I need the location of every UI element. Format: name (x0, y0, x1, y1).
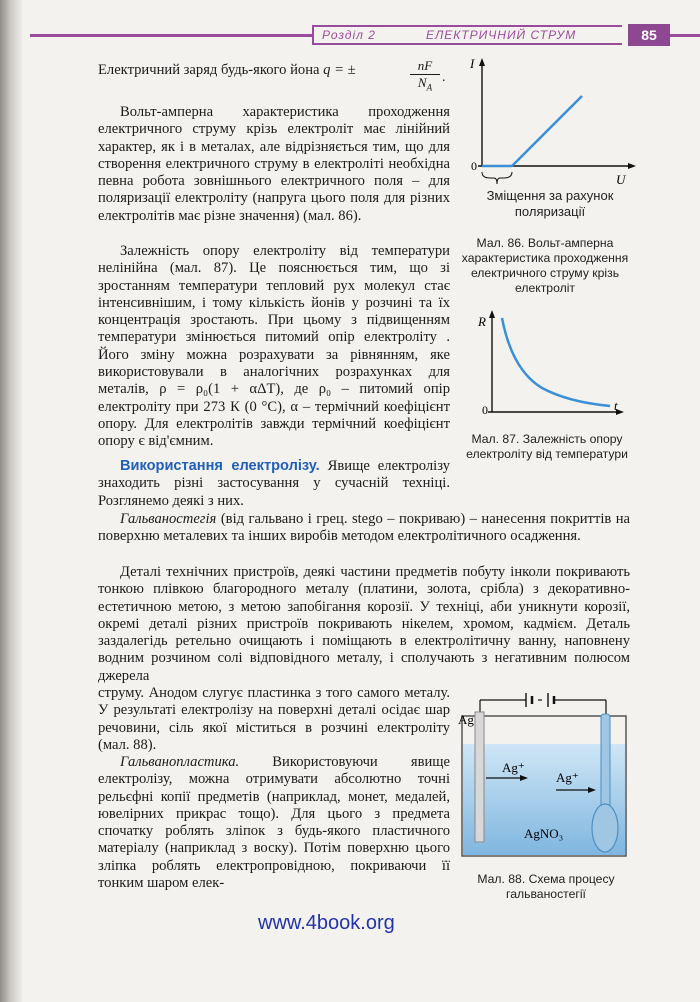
fig87-axis-x-label: t (614, 398, 618, 413)
paragraph-1: Вольт-амперна характеристика проходження електричного струму крізь електроліт має лінійний характер, як і в металах, але відрізняється тим, що для створення електричного струму в електроліті необхідна певна робота зовнішнього електричного поля – для поляризації електроліту (напруга цього поля для різних електролітів має різне значення) (мал. 86). (98, 104, 450, 224)
fig86-caption: Мал. 86. Вольт-амперна характеристика проходження електричного струму крізь електроліт (461, 236, 629, 295)
fig86-origin: 0 (471, 159, 477, 173)
fig88-caption: Мал. 88. Схема процесу гальваностегії (477, 872, 615, 901)
fig86-line (512, 96, 582, 166)
figure-86-vac-graph (460, 58, 640, 188)
fig87-curve (502, 318, 610, 406)
paragraph-5a: Деталі технічних пристроїв, деякі частини предметів побуту інколи покривають тонкою плівкою благородного металу (платини, золота, срібла) з декоративно-естетичною метою, з метою запобігання корозії. У техніці, аби уникнути корозії, окремі деталі різних пристроїв покривають нікелем, хромом, кадмієм. Деталь заздалегідь ретельно очищають і поміщають в електролітичну ванну, наповнену водним розчином солі відповідного металу, і сполучають з негативним полюсом джерела (98, 564, 630, 684)
page-header (30, 24, 700, 48)
section-label: Розділ 2 (322, 28, 376, 42)
charge-formula-lhs: q = ± (323, 62, 356, 78)
fraction-denominator (410, 75, 440, 96)
fig86-shift-label: Зміщення за рахунок поляризації (486, 188, 614, 219)
header-rule-tail (670, 34, 700, 37)
fig87-y-arrow (489, 310, 495, 318)
paragraph-3-text: Явище електролізу знаходить різні застосування у сучасній техніці. Розглянемо деякі з них. (98, 458, 450, 509)
fraction-den-sub: A (426, 82, 433, 93)
paragraph-6-text: Використовуючи явище електролізу, можна отримувати абсолютно точні рельєфні копії предметів (наприклад, монет, медалей, ювелірних прикрас тощо). Для цього з предмета спочатку роблять зліпок з будь-якого пластичного матеріалу (наприклад з воску). Потім поверхню цього зліпка роблять електропровідною, покриваючи її тонким шаром елек- (98, 754, 450, 892)
fig86-axis-x-label: U (616, 172, 626, 187)
fig88-solution-label: AgNO₃ (524, 826, 564, 841)
paragraph-6 (98, 754, 450, 892)
paragraph-5b: струму. Анодом слугує пластинка з того самого металу. У результаті електролізу на поверхні деталі осідає шар речовини, сіль якої міститься в розчині електроліту (мал. 88). (98, 685, 450, 753)
section-heading: Використання електролізу. (120, 458, 320, 474)
header-box (312, 25, 622, 45)
book-spine-shadow (0, 0, 22, 1002)
paragraph-4 (98, 511, 630, 546)
fraction-den-main: N (417, 75, 427, 90)
fig88-ion-label-2: Ag⁺ (556, 770, 579, 785)
charge-text: Електричний заряд будь-якого йона (98, 62, 320, 78)
chapter-title: ЕЛЕКТРИЧНИЙ СТРУМ (426, 28, 577, 42)
watermark-link[interactable]: www.4book.org (258, 912, 395, 934)
fig88-ion-label-1: Ag⁺ (502, 760, 525, 775)
fig87-caption: Мал. 87. Залежність опору електроліту від температури (466, 432, 628, 461)
fig88-spoon-bowl (592, 804, 618, 852)
paragraph-4-text: (від гальвано і грец. stego – покриваю) – нанесення покриттів на поверхню металевих та інших виробів методом електролітичного осадження. (98, 511, 631, 545)
fig88-silver-anode (475, 712, 484, 842)
fig88-spoon-handle (601, 714, 610, 814)
header-rule (30, 34, 312, 37)
page-number: 85 (628, 24, 670, 46)
figure-88-electrolysis-schema (456, 690, 636, 864)
figure-87-resistance-graph (470, 310, 630, 420)
fraction-numerator: nF (410, 58, 440, 75)
paragraph-2: Залежність опору електроліту від температури нелінійна (мал. 87). Це пояснюється тим, що зі зростанням температури тепловий рух молекул стає інтенсивнішим, і тому кількість йонів у розчині та їх концентрація зростають. При цьому з підвищенням температури змінюється питомий опір електроліту . Його зміну можна розрахувати за рівнянням, яке використовували в аналогічних розрахунках для металів, ρ = ρ₀(1 + αΔT), де ρ₀ – питомий опір електроліту при 273 К (0 °С), α – термічний коефіцієнт опору. Для електролітів завжди термічний коефіцієнт опору є від'ємним. (98, 243, 450, 450)
charge-fraction (410, 58, 440, 96)
fig86-x-arrow (628, 163, 636, 169)
fig87-axis-y-label: R (478, 314, 486, 329)
paragraph-3 (98, 458, 450, 510)
charge-formula-line (98, 62, 356, 79)
fig88-anode-label: Ag (458, 712, 474, 727)
fig86-y-arrow (479, 58, 485, 66)
fig87-origin: 0 (482, 403, 488, 417)
fig86-brace (482, 172, 512, 184)
fig86-axis-y-label: I (470, 58, 475, 71)
term-galvanoplastika: Гальванопластика. (120, 754, 240, 770)
term-galvanostegia: Гальваностегія (120, 511, 217, 527)
